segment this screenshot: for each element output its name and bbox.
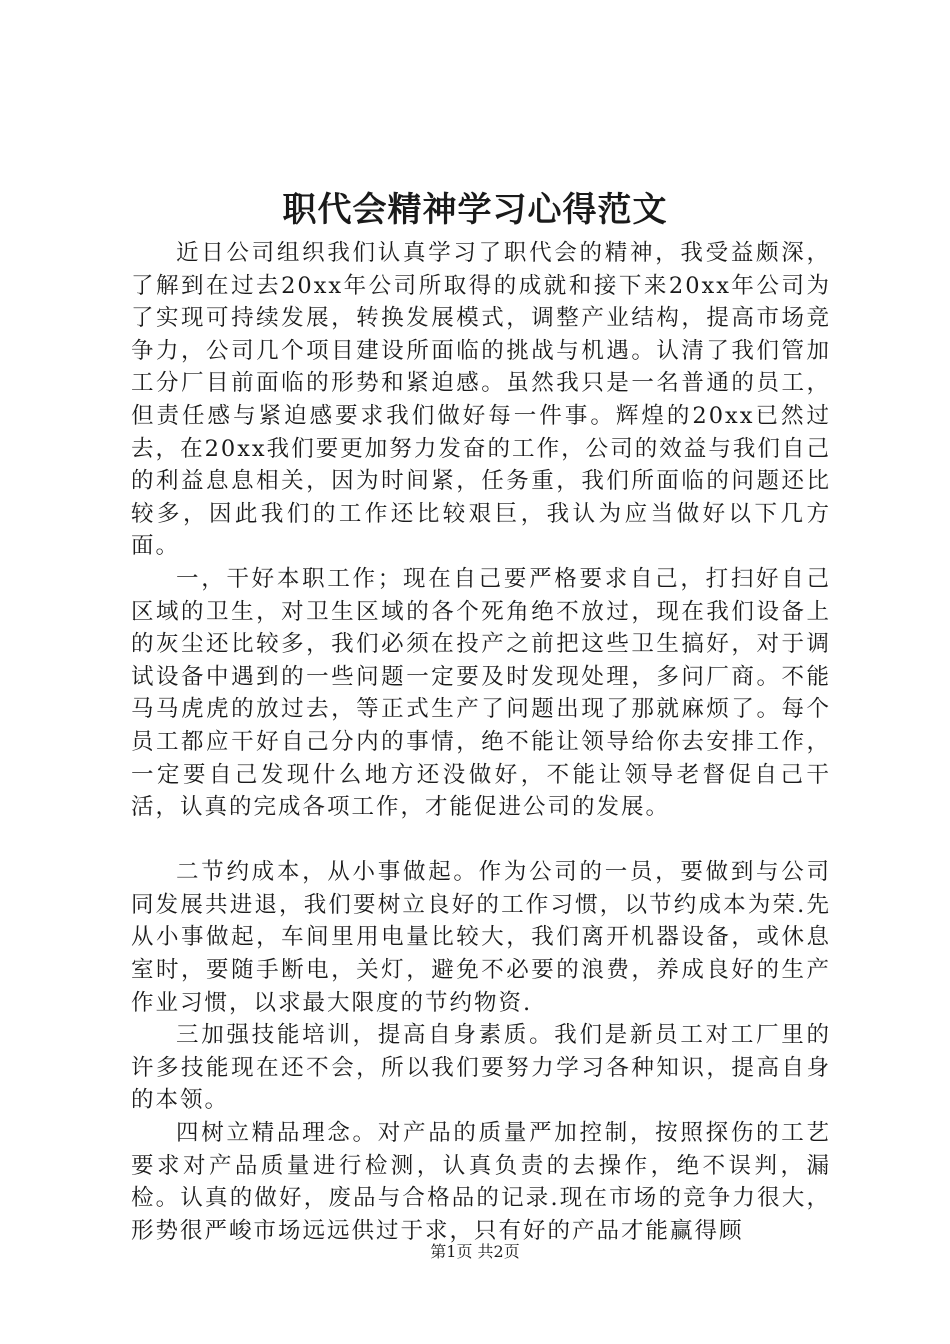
paragraph-point-one: 一，干好本职工作；现在自己要严格要求自己，打扫好自己区域的卫生，对卫生区域的各个死角绝不放过，现在我们设备上的灰尘还比较多，我们必须在投产之前把这些卫生搞好，对于调试设备中遇到的一些问题一定要及时发现处理，多问厂商。不能马马虎虎的放过去，等正式生产了问题出现了那就麻烦了。每个员工都应干好自己分内的事情，绝不能让领导给你去安排工作，一定要自己发现什么地方还没做好，不能让领导老督促自己干活，认真的完成各项工作，才能促进公司的发展。 xyxy=(131,565,831,821)
paragraph-intro: 近日公司组织我们认真学习了职代会的精神，我受益颇深，了解到在过去20xx年公司所取得的成就和接下来20xx年公司为了实现可持续发展，转换发展模式，调整产业结构，提高市场竞争力，公司几个项目建设所面临的挑战与机遇。认清了我们管加工分厂目前面临的形势和紧迫感。虽然我只是一名普通的员工，但责任感与紧迫感要求我们做好每一件事。辉煌的20xx已然过去，在20xx我们要更加努力发奋的工作，公司的效益与我们自己的利益息息相关，因为时间紧，任务重，我们所面临的问题还比较多，因此我们的工作还比较艰巨，我认为应当做好以下几方面。 xyxy=(131,240,831,560)
paragraph-point-two: 二节约成本，从小事做起。作为公司的一员，要做到与公司同发展共进退，我们要树立良好的工作习惯，以节约成本为荣.先从小事做起，车间里用电量比较大，我们离开机器设备，或休息室时，要随手断电，关灯，避免不必要的浪费，养成良好的生产作业习惯，以求最大限度的节约物资. xyxy=(131,859,831,1016)
page-number-footer: 第1页 共2页 xyxy=(430,1242,520,1261)
paragraph-point-three: 三加强技能培训，提高自身素质。我们是新员工对工厂里的许多技能现在还不会，所以我们要努力学习各种知识，提高自身的本领。 xyxy=(131,1022,831,1114)
paragraph-point-four: 四树立精品理念。对产品的质量严加控制，按照探伤的工艺要求对产品质量进行检测，认真负责的去操作，绝不误判，漏检。认真的做好，废品与合格品的记录.现在市场的竞争力很大，形势很严峻市场远远供过于求，只有好的产品才能赢得顾 xyxy=(131,1120,831,1244)
document-title: 职代会精神学习心得范文 xyxy=(282,190,668,230)
document-body xyxy=(131,237,831,1247)
